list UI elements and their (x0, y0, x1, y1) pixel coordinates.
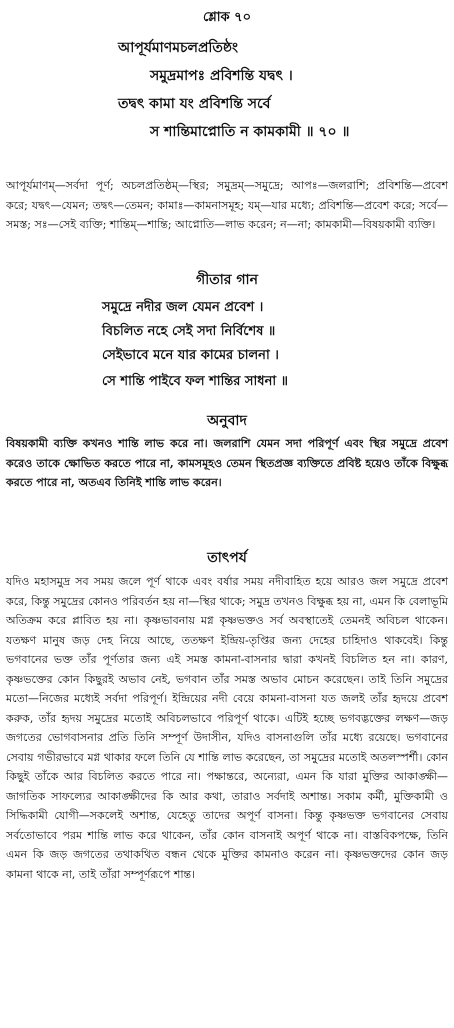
song-line-3: সেইভাবে মনে যার কামের চালনা । (102, 348, 279, 363)
song-line-1: সমুদ্রে নদীর জল যেমন প্রবেশ । (102, 300, 264, 315)
translation-paragraph: বিষয়কামী ব্যক্তি কখনও শান্তি লাভ করে না। জলরাশি যেমন সদা পরিপূর্ণ এবং স্থির সমুদ্রে প্রবেশ করেও তাকে ক্ষোভিত করতে পারে না, কামসমূহও তেমন স্থিতপ্রজ্ঞ ব্যক্তিতে প্রবিষ্ট হয়েও তাঁকে বিক্ষুব্ধ করতে পারে না, অতএব তিনিই শান্তি লাভ করেন। (6, 437, 448, 489)
sloka-line-1: আপূর্যমাণমচলপ্রতিষ্ঠং (118, 40, 239, 56)
song-line-4: সে শান্তি পাইবে ফল শান্তির সাধনা ॥ (102, 374, 288, 389)
purport-heading: তাৎপর্য (207, 550, 247, 566)
sloka-line-4: স শান্তিমাপ্নোতি ন কামকামী ॥ ৭০ ॥ (150, 124, 350, 140)
verse-number: শ্লোক ৭০ (202, 10, 252, 25)
purport-paragraph: যদিও মহাসমুদ্র সব সময় জলে পূর্ণ থাকে এবং বর্ষার সময় নদীবাহিত হয়ে আরও জল সমুদ্রে প্রবেশ করে, কিন্তু সমুদ্রের কোনও পরিবর্তন হয় না—স্থির থাকে; সমুদ্র তখনও বিক্ষুব্ধ হয় না, এমন কি বেলাভূমি অতিক্রম করে প্লাবিত হয় না। কৃষ্ণভাবনায় মগ্ন কৃষ্ণভক্তও সর্ব অবস্থাতেই তেমনই অবিচল থাকেন। যতক্ষণ মানুষ জড় দেহ নিয়ে আছে, ততক্ষণ ইন্দ্রিয়-তৃপ্তির জন্য দেহের চাহিদাও থাকবেই। কিন্তু ভগবানের ভক্ত তাঁর পূর্ণতার জন্য এই সমস্ত কামনা-বাসনার দ্বারা কখনই বিচলিত হন না। কারণ, কৃষ্ণভক্তের কোন কিছুরই অভাব নেই, ভগবান তাঁর সমস্ত অভাব মোচন করেছেন। তাই তিনি সমুদ্রের মতো—নিজের মধ্যেই সর্বদা পরিপূর্ণ। ইন্দ্রিয়ের নদী বেয়ে কামনা-বাসনা যত জলই তাঁর হৃদয়ে প্রবেশ করুক, তাঁর হৃদয় সমুদ্রের মতোই অবিচলভাবে পরিপূর্ণ থাকে। এটিই হচ্ছে ভগবদ্ভক্তের লক্ষণ—জড় জগতের ভোগবাসনার প্রতি তিনি সম্পূর্ণ উদাসীন, যদিও বাসনাগুলি তাঁর মধ্যে রয়েছে। ভগবানের সেবায় গভীরভাবে মগ্ন থাকার ফলে তিনি যে শান্তি লাভ করেছেন, তা সমুদ্রের মতোই অতলস্পর্শী। কোন কিছুই তাঁকে আর বিচলিত করতে পারে না। পক্ষান্তরে, অন্যেরা, এমন কি যারা মুক্তির আকাঙ্ক্ষী—জাগতিক সাফল্যের আকাঙ্ক্ষীদের কি আর কথা, তারাও সর্বদাই অশান্ত। সকাম কর্মী, মুক্তিকামী ও সিদ্ধিকামী যোগী—সকলেই অশান্ত, যেহেতু তাদের অপূর্ণ বাসনা। কিন্তু কৃষ্ণভক্ত ভগবানের সেবায় সর্বতোভাবে পরম শান্তি লাভ করে থাকেন, তাঁর কোন বাসনাই অপূর্ণ থাকে না। বাস্তবিকপক্ষে, তিনি এমন কি জড় জগতের তথাকথিত বন্ধন থেকে মুক্তির কামনাও করেন না। কৃষ্ণভক্তদের কোন জড় কামনা থাকে না, তাই তাঁরা সম্পূর্ণরূপে শান্ত। (6, 575, 448, 881)
song-line-2: বিচলিত নহে সেই সদা নির্বিশেষ ॥ (102, 324, 276, 339)
synonyms-paragraph: আপূর্যমাণম্—সর্বদা পূর্ণ; অচলপ্রতিষ্ঠম্—স্থির; সমুদ্রম্—সমুদ্রে; আপঃ—জলরাশি; প্রবিশন্তি—প্রবেশ করে; যদ্বৎ—যেমন; তদ্বৎ—তেমন; কামাঃ—কামনাসমূহ; যম্—যার মধ্যে; প্রবিশন্তি—প্রবেশ করে; সর্বে—সমস্ত; সঃ—সেই ব্যক্তি; শান্তিম্—শান্তি; আপ্নোতি—লাভ করেন; ন—না; কামকামী—বিষয়কামী ব্যক্তি। (6, 179, 448, 231)
sloka-line-2: সমুদ্রমাপঃ প্রবিশন্তি যদ্বৎ । (150, 68, 293, 84)
translation-heading: অনুবাদ (207, 413, 247, 429)
song-heading: গীতার গান (196, 272, 258, 288)
sloka-line-3: তদ্বৎ কামা যং প্রবিশন্তি সর্বে (118, 96, 271, 112)
